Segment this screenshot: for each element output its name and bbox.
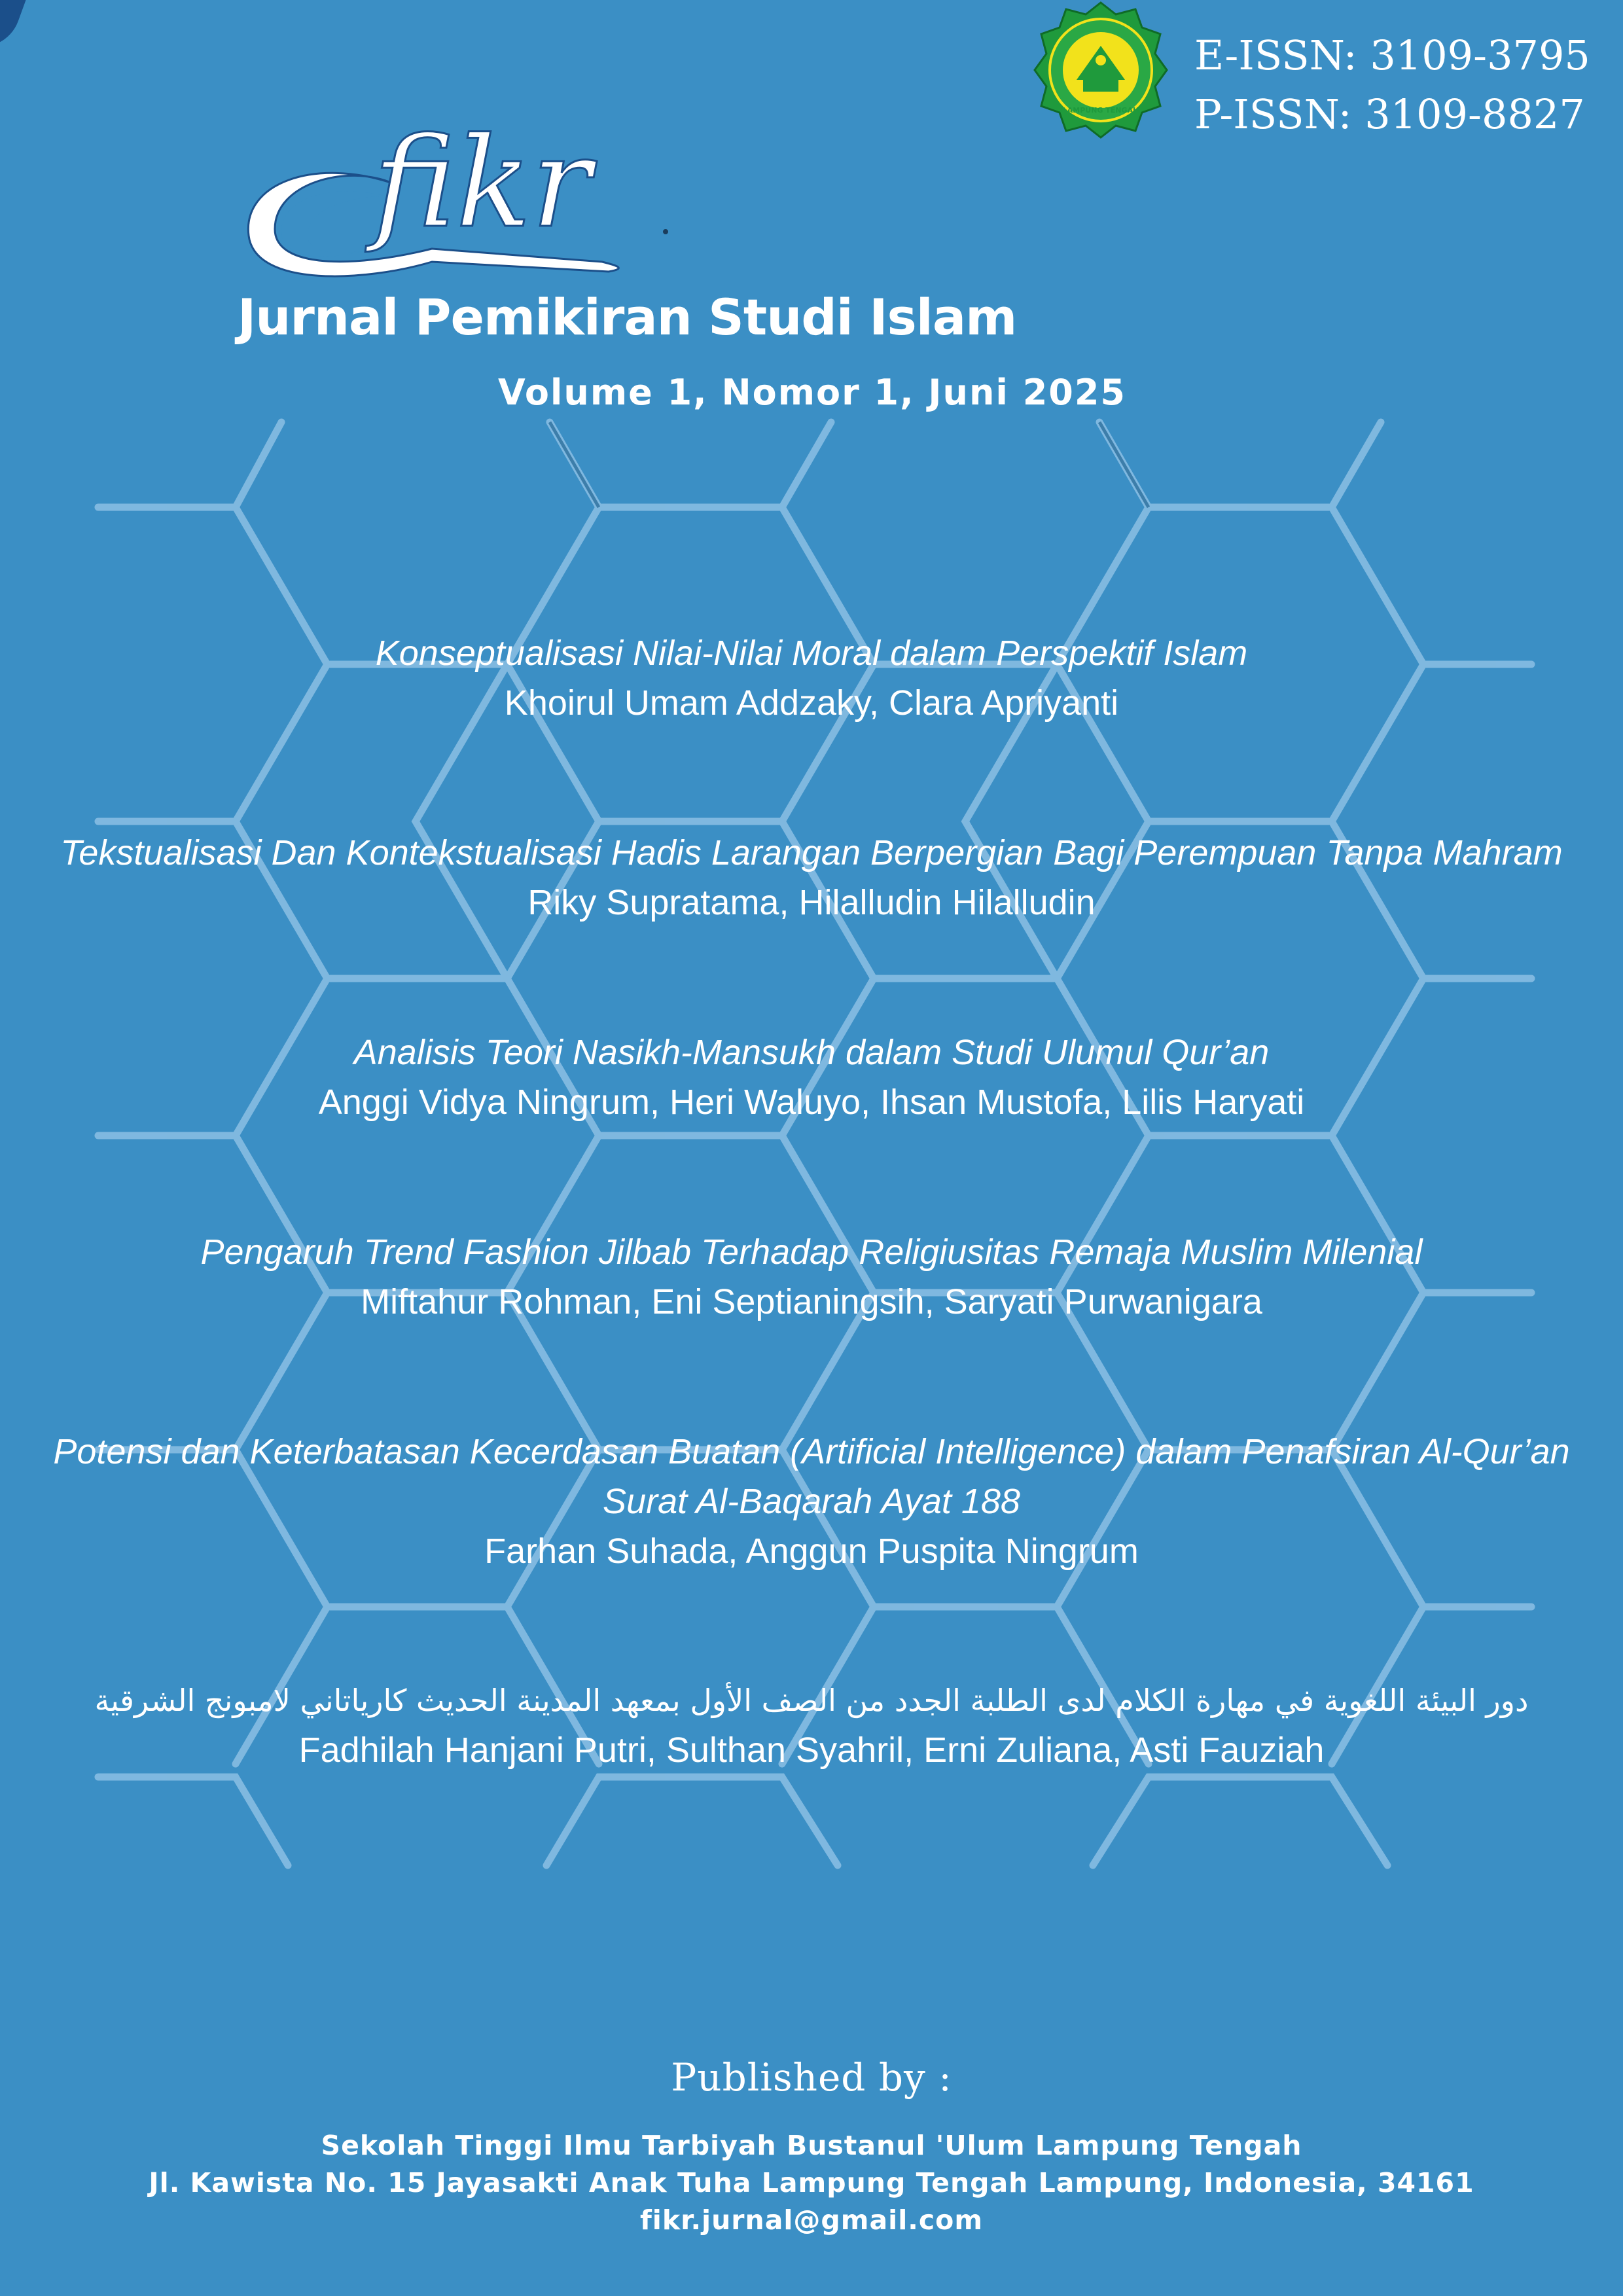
institution-seal-icon	[1031, 0, 1171, 141]
article-item	[0, 1028, 1623, 1127]
e-issn: E-ISSN: 3109-3795	[1194, 31, 1590, 79]
p-issn: P-ISSN: 3109-8827	[1194, 90, 1585, 138]
article-title: Pengaruh Trend Fashion Jilbab Terhadap Religiusitas Remaja Muslim Milenial	[200, 1232, 1423, 1272]
article-item	[0, 1427, 1623, 1576]
article-item	[0, 828, 1623, 927]
article-title: Analisis Teori Nasikh-Mansukh dalam Studi Ulumul Qur’an	[353, 1033, 1270, 1072]
publisher-info	[0, 2127, 1623, 2239]
article-authors: Fadhilah Hanjani Putri, Sulthan Syahril, Erni Zuliana, Asti Fauziah	[298, 1731, 1325, 1770]
journal-title: Jurnal Pemikiran Studi Islam	[238, 288, 1017, 346]
publisher-address: Jl. Kawista No. 15 Jayasakti Anak Tuha Lampung Tengah Lampung, Indonesia, 34161	[149, 2167, 1474, 2198]
volume-issue: Volume 1, Nomor 1, Juni 2025	[497, 372, 1127, 413]
article-title-line2: Surat Al-Baqarah Ayat 188	[603, 1482, 1020, 1521]
fikr-logo	[236, 105, 694, 281]
article-title: Konseptualisasi Nilai-Nilai Moral dalam Perspektif Islam	[375, 634, 1248, 673]
article-authors: Khoirul Umam Addzaky, Clara Apriyanti	[504, 683, 1119, 723]
logo-wordmark: fikr	[373, 111, 591, 255]
article-item	[0, 1676, 1623, 1775]
article-title: Tekstualisasi Dan Kontekstualisasi Hadis Larangan Berpergian Bagi Perempuan Tanpa Mahram	[60, 833, 1563, 872]
published-by-label: Published by :	[671, 2055, 952, 2100]
article-item	[0, 628, 1623, 728]
article-authors: Riky Supratama, Hilalludin Hilalludin	[527, 883, 1096, 922]
article-authors: Anggi Vidya Ningrum, Heri Waluyo, Ihsan Mustofa, Lilis Haryati	[318, 1083, 1305, 1122]
article-authors: Miftahur Rohman, Eni Septianingsih, Saryati Purwanigara	[361, 1282, 1262, 1321]
article-item	[0, 1227, 1623, 1327]
article-title-arabic: دور البيئة اللغوية في مهارة الكلام لدى الطلبة الجدد من الصف الأول بمعهد المدينة الحديث كارياتاني لامبونج الشرقية	[94, 1683, 1529, 1718]
article-title-line1: Potensi dan Keterbatasan Kecerdasan Buatan (Artificial Intelligence) dalam Penafsiran Al-Qur’an	[53, 1432, 1570, 1471]
article-authors: Farhan Suhada, Anggun Puspita Ningrum	[484, 1532, 1139, 1571]
publisher-email: fikr.jurnal@gmail.com	[639, 2204, 984, 2236]
issn-block	[1194, 26, 1600, 144]
seal-caption: LAMPUNG TENGAH	[1062, 106, 1139, 115]
publisher-institution: Sekolah Tinggi Ilmu Tarbiyah Bustanul 'Ulum Lampung Tengah	[321, 2130, 1302, 2161]
